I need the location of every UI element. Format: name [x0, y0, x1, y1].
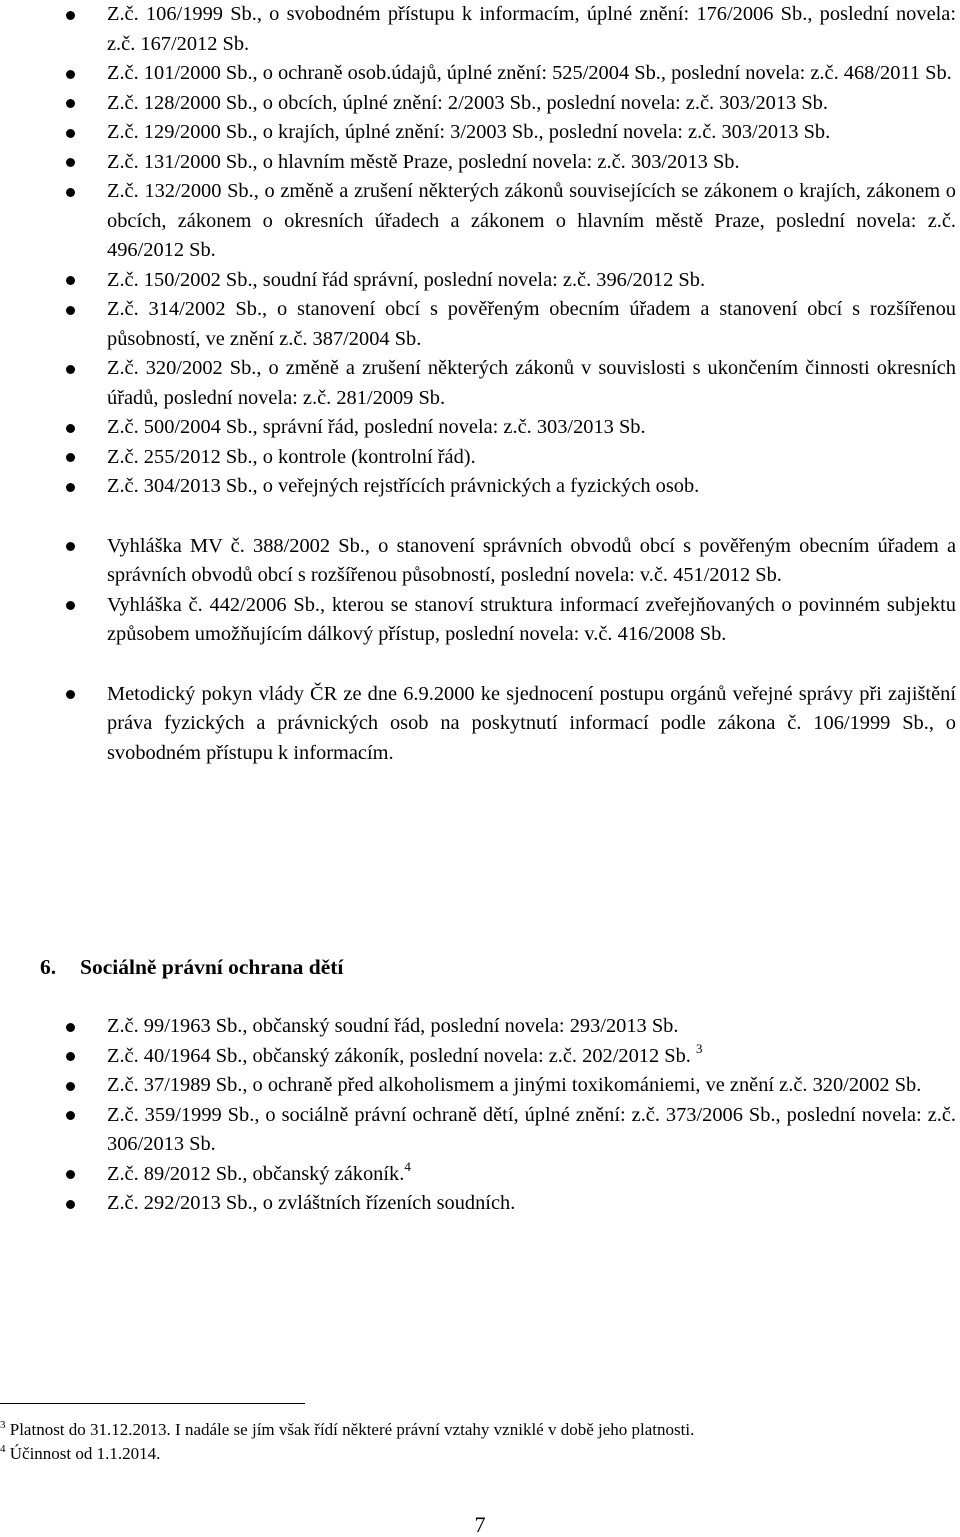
bullet-icon — [66, 690, 75, 699]
section-number: 6. — [40, 955, 57, 979]
footnote-reference[interactable]: 3 — [696, 1040, 703, 1056]
list-item-text: Z.č. 314/2002 Sb., o stanovení obcí s pověřeným obecním úřadem a stanovení obcí s rozšířenou působností, ve znění z.č. 387/2004 Sb. — [107, 298, 956, 350]
bullet-icon — [66, 601, 75, 610]
list-item-text: Z.č. 128/2000 Sb., o obcích, úplné znění: 2/2003 Sb., poslední novela: z.č. 303/2013 Sb. — [107, 91, 828, 114]
bullet-icon — [66, 99, 75, 108]
child-protection-legislation-list — [0, 1012, 960, 1219]
list-item-text: Z.č. 40/1964 Sb., občanský zákoník, poslední novela: z.č. 202/2012 Sb. — [107, 1044, 691, 1067]
bullet-icon — [66, 453, 75, 462]
legislation-list — [0, 0, 960, 768]
list-item-text: Z.č. 255/2012 Sb., o kontrole (kontrolní řád). — [107, 445, 476, 468]
list-item-text: Z.č. 132/2000 Sb., o změně a zrušení některých zákonů souvisejících se zákonem o krajích, zákonem o obcích, zákonem o okresních úřadech a zákonem o hlavním městě Praze, poslední novela: z.č. 496/2012 Sb. — [107, 180, 956, 261]
list-item-text: Z.č. 131/2000 Sb., o hlavním městě Praze, poslední novela: z.č. 303/2013 Sb. — [107, 150, 740, 173]
list-item-text: Z.č. 320/2002 Sb., o změně a zrušení některých zákonů v souvislosti s ukončením činnosti okresních úřadů, poslední novela: z.č. 281/2009 Sb. — [107, 357, 956, 409]
bullet-icon — [66, 306, 75, 315]
footnote-mark: 3 — [0, 1419, 6, 1431]
list-item — [0, 1189, 960, 1219]
list-item — [0, 295, 960, 354]
list-item — [0, 354, 960, 413]
footnote-text: Platnost do 31.12.2013. I nadále se jím však řídí některé právní vztahy vzniklé v době jeho platnosti. — [9, 1420, 695, 1439]
list-item — [0, 413, 960, 443]
section-title: Sociálně právní ochrana dětí — [80, 955, 344, 979]
page-number: 7 — [474, 1512, 486, 1537]
list-item-text: Z.č. 150/2002 Sb., soudní řád správní, poslední novela: z.č. 396/2012 Sb. — [107, 268, 706, 291]
footnote-divider — [0, 1403, 305, 1404]
list-item — [0, 266, 960, 296]
list-item — [0, 148, 960, 178]
bullet-icon — [66, 276, 75, 285]
list-item — [0, 1160, 960, 1190]
list-item-text: Z.č. 129/2000 Sb., o krajích, úplné znění: 3/2003 Sb., poslední novela: z.č. 303/2013 Sb. — [107, 121, 831, 143]
list-item — [0, 177, 960, 266]
bullet-icon — [66, 188, 75, 197]
list-item-text: Z.č. 89/2012 Sb., občanský zákoník. — [107, 1162, 405, 1185]
bullet-icon — [66, 542, 75, 551]
footnotes — [0, 1418, 960, 1466]
list-item-text: Z.č. 101/2000 Sb., o ochraně osob.údajů, úplné znění: 525/2004 Sb., poslední novela: z.č. 468/2011 Sb. — [107, 62, 952, 84]
list-item — [0, 1042, 960, 1072]
list-item — [0, 591, 960, 650]
section-heading — [40, 952, 343, 982]
list-item — [0, 532, 960, 591]
footnote — [0, 1418, 960, 1442]
list-item — [0, 1071, 960, 1101]
list-item-text: Metodický pokyn vlády ČR ze dne 6.9.2000 ke sjednocení postupu orgánů veřejné správy při zajištění práva fyzických a právnických osob na poskytnutí informací podle zákona č. 106/1999 Sb., o svobodném přístupu k informacím. — [107, 682, 956, 764]
list-item-text: Z.č. 500/2004 Sb., správní řád, poslední novela: z.č. 303/2013 Sb. — [107, 416, 646, 438]
list-item-text: Z.č. 37/1989 Sb., o ochraně před alkoholismem a jinými toxikomániemi, ve znění z.č. 320/2002 Sb. — [107, 1074, 922, 1096]
footnote-reference[interactable]: 4 — [404, 1158, 411, 1174]
list-item-text: Z.č. 359/1999 Sb., o sociálně právní ochraně dětí, úplné znění: z.č. 373/2006 Sb., poslední novela: z.č. 306/2013 Sb. — [107, 1103, 956, 1155]
bullet-icon — [66, 424, 75, 433]
list-item-text: Z.č. 106/1999 Sb., o svobodném přístupu k informacím, úplné znění: 176/2006 Sb., poslední novela: z.č. 167/2012 Sb. — [107, 3, 956, 55]
list-item — [0, 680, 960, 769]
footnote — [0, 1442, 960, 1466]
list-item — [0, 0, 960, 59]
list-item — [0, 472, 960, 502]
bullet-icon — [66, 70, 75, 79]
bullet-icon — [66, 1023, 75, 1032]
bullet-icon — [66, 483, 75, 492]
list-item-text: Z.č. 304/2013 Sb., o veřejných rejstřících právnických a fyzických osob. — [107, 475, 700, 497]
list-item — [0, 1101, 960, 1160]
list-item-text: Z.č. 292/2013 Sb., o zvláštních řízeních soudních. — [107, 1192, 516, 1214]
bullet-icon — [66, 1200, 75, 1209]
bullet-icon — [66, 158, 75, 167]
list-item — [0, 89, 960, 119]
list-item — [0, 59, 960, 89]
bullet-icon — [66, 1052, 75, 1061]
list-item-text: Z.č. 99/1963 Sb., občanský soudní řád, poslední novela: 293/2013 Sb. — [107, 1015, 679, 1037]
bullet-icon — [66, 11, 75, 20]
bullet-icon — [66, 1170, 75, 1179]
bullet-icon — [66, 129, 75, 138]
list-item — [0, 118, 960, 148]
bullet-icon — [66, 365, 75, 374]
list-item-text: Vyhláška č. 442/2006 Sb., kterou se stanoví struktura informací zveřejňovaných o povinném subjektu způsobem umožňujícím dálkový přístup, poslední novela: v.č. 416/2008 Sb. — [107, 593, 956, 645]
bullet-icon — [66, 1111, 75, 1120]
bullet-icon — [66, 1082, 75, 1091]
list-item — [0, 1012, 960, 1042]
list-item — [0, 443, 960, 473]
list-item-text: Vyhláška MV č. 388/2002 Sb., o stanovení správních obvodů obcí s pověřeným obecním úřadem a správních obvodů obcí s rozšířenou působností, poslední novela: v.č. 451/2012 Sb. — [107, 534, 956, 586]
footnote-text: Účinnost od 1.1.2014. — [9, 1444, 161, 1463]
footnote-mark: 4 — [0, 1443, 6, 1455]
